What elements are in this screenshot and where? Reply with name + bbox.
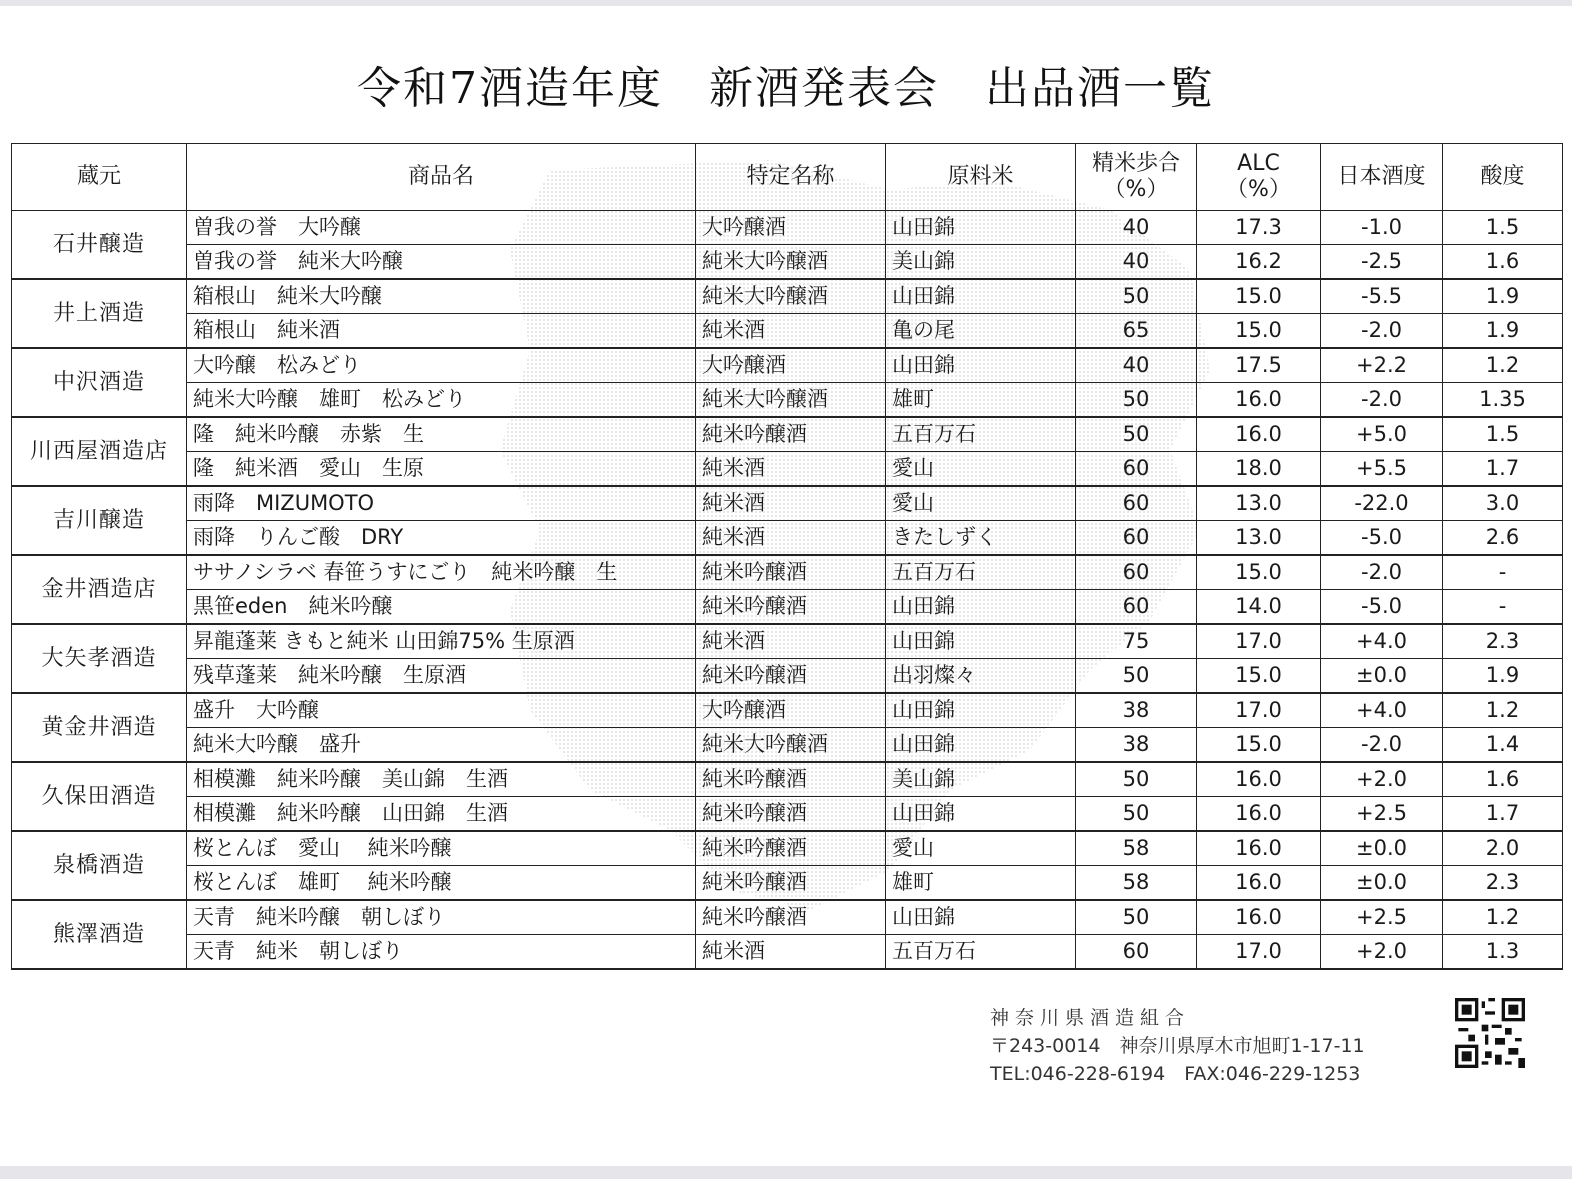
product-cell: 天青 純米吟醸 朝しぼり xyxy=(187,900,696,935)
smv-cell: +4.0 xyxy=(1321,693,1443,728)
acidity-cell: 1.7 xyxy=(1443,452,1563,487)
smv-cell: -2.5 xyxy=(1321,245,1443,280)
polish-cell: 60 xyxy=(1076,521,1197,556)
polish-cell: 50 xyxy=(1076,383,1197,418)
brewery-cell: 川西屋酒造店 xyxy=(12,417,187,486)
rice-cell: 出羽燦々 xyxy=(886,659,1076,694)
polish-cell: 60 xyxy=(1076,590,1197,625)
header-rice: 原料米 xyxy=(886,144,1076,211)
product-cell: 曽我の誉 大吟醸 xyxy=(187,211,696,245)
product-cell: 桜とんぼ 雄町 純米吟醸 xyxy=(187,866,696,901)
acidity-cell: 1.4 xyxy=(1443,728,1563,763)
product-cell: 桜とんぼ 愛山 純米吟醸 xyxy=(187,831,696,866)
product-cell: 盛升 大吟醸 xyxy=(187,693,696,728)
polish-cell: 60 xyxy=(1076,452,1197,487)
alc-cell: 15.0 xyxy=(1197,659,1321,694)
rice-cell: 雄町 xyxy=(886,383,1076,418)
alc-cell: 16.0 xyxy=(1197,866,1321,901)
acidity-cell: 2.3 xyxy=(1443,624,1563,659)
alc-cell: 14.0 xyxy=(1197,590,1321,625)
class-cell: 純米吟醸酒 xyxy=(696,797,886,832)
smv-cell: -2.0 xyxy=(1321,555,1443,590)
product-cell: 雨降 MIZUMOTO xyxy=(187,486,696,521)
class-cell: 大吟醸酒 xyxy=(696,348,886,383)
header-alc xyxy=(1197,144,1321,211)
table-row xyxy=(12,728,1563,763)
table-row xyxy=(12,383,1563,418)
class-cell: 純米吟醸酒 xyxy=(696,762,886,797)
table-row xyxy=(12,590,1563,625)
smv-cell: -2.0 xyxy=(1321,314,1443,349)
rice-cell: 五百万石 xyxy=(886,935,1076,970)
table-row xyxy=(12,624,1563,659)
polish-cell: 58 xyxy=(1076,831,1197,866)
table-row xyxy=(12,521,1563,556)
class-cell: 純米大吟醸酒 xyxy=(696,245,886,280)
acidity-cell: 1.6 xyxy=(1443,762,1563,797)
alc-cell: 13.0 xyxy=(1197,486,1321,521)
page-title: 令和7酒造年度 新酒発表会 出品酒一覧 xyxy=(357,63,1215,114)
polish-cell: 38 xyxy=(1076,693,1197,728)
acidity-cell: 1.2 xyxy=(1443,348,1563,383)
brewery-cell: 黄金井酒造 xyxy=(12,693,187,762)
acidity-cell: 1.6 xyxy=(1443,245,1563,280)
acidity-cell: 1.2 xyxy=(1443,900,1563,935)
alc-cell: 15.0 xyxy=(1197,555,1321,590)
smv-cell: ±0.0 xyxy=(1321,831,1443,866)
product-cell: 純米大吟醸 盛升 xyxy=(187,728,696,763)
rice-cell: 山田錦 xyxy=(886,728,1076,763)
alc-cell: 17.3 xyxy=(1197,211,1321,245)
table-row xyxy=(12,314,1563,349)
product-cell: 箱根山 純米大吟醸 xyxy=(187,279,696,314)
sake-list-table xyxy=(11,143,1563,970)
alc-cell: 17.5 xyxy=(1197,348,1321,383)
rice-cell: 山田錦 xyxy=(886,900,1076,935)
brewery-cell: 泉橋酒造 xyxy=(12,831,187,900)
table-row xyxy=(12,797,1563,832)
polish-cell: 50 xyxy=(1076,659,1197,694)
class-cell: 純米酒 xyxy=(696,314,886,349)
brewery-cell: 中沢酒造 xyxy=(12,348,187,417)
footer-phone: TEL:046-228-6194 FAX:046-229-1253 xyxy=(990,1063,1361,1085)
footer xyxy=(990,1004,1365,1088)
rice-cell: 愛山 xyxy=(886,452,1076,487)
class-cell: 大吟醸酒 xyxy=(696,211,886,245)
brewery-cell: 金井酒造店 xyxy=(12,555,187,624)
header-polish-line2: （%） xyxy=(1103,177,1169,202)
rice-cell: 亀の尾 xyxy=(886,314,1076,349)
header-acidity: 酸度 xyxy=(1443,144,1563,211)
rice-cell: 愛山 xyxy=(886,831,1076,866)
alc-cell: 17.0 xyxy=(1197,624,1321,659)
acidity-cell: 1.9 xyxy=(1443,279,1563,314)
polish-cell: 50 xyxy=(1076,417,1197,452)
product-cell: 天青 純米 朝しぼり xyxy=(187,935,696,970)
acidity-cell: 1.35 xyxy=(1443,383,1563,418)
product-cell: 昇龍蓬莱 きもと純米 山田錦75% 生原酒 xyxy=(187,624,696,659)
table-row xyxy=(12,762,1563,797)
table-body xyxy=(12,211,1563,970)
alc-cell: 15.0 xyxy=(1197,279,1321,314)
alc-cell: 17.0 xyxy=(1197,935,1321,970)
footer-address: 〒243-0014 神奈川県厚木市旭町1-17-11 xyxy=(990,1035,1365,1057)
rice-cell: 美山錦 xyxy=(886,245,1076,280)
brewery-cell: 久保田酒造 xyxy=(12,762,187,831)
rice-cell: 愛山 xyxy=(886,486,1076,521)
alc-cell: 16.0 xyxy=(1197,417,1321,452)
smv-cell: +2.5 xyxy=(1321,797,1443,832)
table-row xyxy=(12,831,1563,866)
alc-cell: 16.0 xyxy=(1197,797,1321,832)
class-cell: 純米大吟醸酒 xyxy=(696,383,886,418)
product-cell: 隆 純米酒 愛山 生原 xyxy=(187,452,696,487)
smv-cell: +2.5 xyxy=(1321,900,1443,935)
class-cell: 純米酒 xyxy=(696,624,886,659)
rice-cell: 山田錦 xyxy=(886,693,1076,728)
rice-cell: 山田錦 xyxy=(886,590,1076,625)
table-row xyxy=(12,348,1563,383)
footer-org: 神奈川県酒造組合 xyxy=(990,1007,1191,1029)
alc-cell: 13.0 xyxy=(1197,521,1321,556)
brewery-cell: 井上酒造 xyxy=(12,279,187,348)
product-cell: 相模灘 純米吟醸 美山錦 生酒 xyxy=(187,762,696,797)
smv-cell: +2.0 xyxy=(1321,935,1443,970)
acidity-cell: 3.0 xyxy=(1443,486,1563,521)
acidity-cell: 1.5 xyxy=(1443,211,1563,245)
rice-cell: 山田錦 xyxy=(886,348,1076,383)
header-brewery: 蔵元 xyxy=(12,144,187,211)
brewery-cell: 石井醸造 xyxy=(12,211,187,280)
page-top-edge xyxy=(0,0,1572,6)
table-row xyxy=(12,486,1563,521)
alc-cell: 16.0 xyxy=(1197,831,1321,866)
class-cell: 純米酒 xyxy=(696,486,886,521)
class-cell: 純米酒 xyxy=(696,521,886,556)
class-cell: 純米吟醸酒 xyxy=(696,555,886,590)
polish-cell: 40 xyxy=(1076,211,1197,245)
table-header-row xyxy=(12,144,1563,211)
header-polish-line1: 精米歩合 xyxy=(1091,151,1180,176)
acidity-cell: 2.0 xyxy=(1443,831,1563,866)
acidity-cell: 1.2 xyxy=(1443,693,1563,728)
rice-cell: 山田錦 xyxy=(886,279,1076,314)
table-row xyxy=(12,693,1563,728)
rice-cell: 五百万石 xyxy=(886,417,1076,452)
smv-cell: -1.0 xyxy=(1321,211,1443,245)
smv-cell: -2.0 xyxy=(1321,728,1443,763)
acidity-cell: 1.9 xyxy=(1443,659,1563,694)
header-product: 商品名 xyxy=(187,144,696,211)
class-cell: 純米吟醸酒 xyxy=(696,659,886,694)
rice-cell: 山田錦 xyxy=(886,624,1076,659)
class-cell: 純米酒 xyxy=(696,452,886,487)
polish-cell: 60 xyxy=(1076,555,1197,590)
smv-cell: +4.0 xyxy=(1321,624,1443,659)
product-cell: 大吟醸 松みどり xyxy=(187,348,696,383)
smv-cell: +2.2 xyxy=(1321,348,1443,383)
polish-cell: 40 xyxy=(1076,348,1197,383)
polish-cell: 60 xyxy=(1076,935,1197,970)
header-alc-line2: （%） xyxy=(1226,177,1291,202)
class-cell: 大吟醸酒 xyxy=(696,693,886,728)
polish-cell: 50 xyxy=(1076,279,1197,314)
rice-cell: きたしずく xyxy=(886,521,1076,556)
table-row xyxy=(12,211,1563,245)
alc-cell: 16.0 xyxy=(1197,900,1321,935)
polish-cell: 40 xyxy=(1076,245,1197,280)
header-smv: 日本酒度 xyxy=(1321,144,1443,211)
product-cell: 雨降 りんご酸 DRY xyxy=(187,521,696,556)
product-cell: 箱根山 純米酒 xyxy=(187,314,696,349)
smv-cell: ±0.0 xyxy=(1321,866,1443,901)
acidity-cell: 1.7 xyxy=(1443,797,1563,832)
alc-cell: 17.0 xyxy=(1197,693,1321,728)
class-cell: 純米大吟醸酒 xyxy=(696,279,886,314)
alc-cell: 15.0 xyxy=(1197,314,1321,349)
alc-cell: 18.0 xyxy=(1197,452,1321,487)
table-row xyxy=(12,279,1563,314)
product-cell: ササノシラベ 春笹うすにごり 純米吟醸 生 xyxy=(187,555,696,590)
table-row xyxy=(12,866,1563,901)
brewery-cell: 熊澤酒造 xyxy=(12,900,187,969)
header-class: 特定名称 xyxy=(696,144,886,211)
smv-cell: -2.0 xyxy=(1321,383,1443,418)
acidity-cell: - xyxy=(1443,555,1563,590)
table-row xyxy=(12,245,1563,280)
class-cell: 純米酒 xyxy=(696,935,886,970)
product-cell: 曽我の誉 純米大吟醸 xyxy=(187,245,696,280)
polish-cell: 50 xyxy=(1076,762,1197,797)
alc-cell: 16.2 xyxy=(1197,245,1321,280)
alc-cell: 15.0 xyxy=(1197,728,1321,763)
product-cell: 相模灘 純米吟醸 山田錦 生酒 xyxy=(187,797,696,832)
smv-cell: ±0.0 xyxy=(1321,659,1443,694)
acidity-cell: 1.3 xyxy=(1443,935,1563,970)
header-alc-line1: ALC xyxy=(1237,151,1280,176)
polish-cell: 65 xyxy=(1076,314,1197,349)
smv-cell: +5.5 xyxy=(1321,452,1443,487)
acidity-cell: 1.5 xyxy=(1443,417,1563,452)
alc-cell: 16.0 xyxy=(1197,383,1321,418)
polish-cell: 75 xyxy=(1076,624,1197,659)
brewery-cell: 吉川醸造 xyxy=(12,486,187,555)
polish-cell: 60 xyxy=(1076,486,1197,521)
smv-cell: -5.0 xyxy=(1321,521,1443,556)
polish-cell: 50 xyxy=(1076,797,1197,832)
smv-cell: -5.5 xyxy=(1321,279,1443,314)
header-polish xyxy=(1076,144,1197,211)
rice-cell: 雄町 xyxy=(886,866,1076,901)
table-row xyxy=(12,935,1563,970)
table-row xyxy=(12,555,1563,590)
product-cell: 純米大吟醸 雄町 松みどり xyxy=(187,383,696,418)
polish-cell: 50 xyxy=(1076,900,1197,935)
product-cell: 残草蓬莱 純米吟醸 生原酒 xyxy=(187,659,696,694)
acidity-cell: 2.3 xyxy=(1443,866,1563,901)
acidity-cell: - xyxy=(1443,590,1563,625)
table-row xyxy=(12,900,1563,935)
class-cell: 純米吟醸酒 xyxy=(696,831,886,866)
class-cell: 純米吟醸酒 xyxy=(696,866,886,901)
smv-cell: +2.0 xyxy=(1321,762,1443,797)
rice-cell: 山田錦 xyxy=(886,211,1076,245)
rice-cell: 五百万石 xyxy=(886,555,1076,590)
table-row xyxy=(12,659,1563,694)
class-cell: 純米大吟醸酒 xyxy=(696,728,886,763)
polish-cell: 38 xyxy=(1076,728,1197,763)
alc-cell: 16.0 xyxy=(1197,762,1321,797)
class-cell: 純米吟醸酒 xyxy=(696,590,886,625)
product-cell: 黒笹eden 純米吟醸 xyxy=(187,590,696,625)
brewery-cell: 大矢孝酒造 xyxy=(12,624,187,693)
table-row xyxy=(12,452,1563,487)
smv-cell: -5.0 xyxy=(1321,590,1443,625)
table-row xyxy=(12,417,1563,452)
smv-cell: -22.0 xyxy=(1321,486,1443,521)
class-cell: 純米吟醸酒 xyxy=(696,900,886,935)
acidity-cell: 2.6 xyxy=(1443,521,1563,556)
class-cell: 純米吟醸酒 xyxy=(696,417,886,452)
smv-cell: +5.0 xyxy=(1321,417,1443,452)
rice-cell: 山田錦 xyxy=(886,797,1076,832)
product-cell: 隆 純米吟醸 赤紫 生 xyxy=(187,417,696,452)
qr-code xyxy=(1452,998,1528,1068)
page-bottom-edge xyxy=(0,1166,1572,1179)
rice-cell: 美山錦 xyxy=(886,762,1076,797)
acidity-cell: 1.9 xyxy=(1443,314,1563,349)
polish-cell: 58 xyxy=(1076,866,1197,901)
